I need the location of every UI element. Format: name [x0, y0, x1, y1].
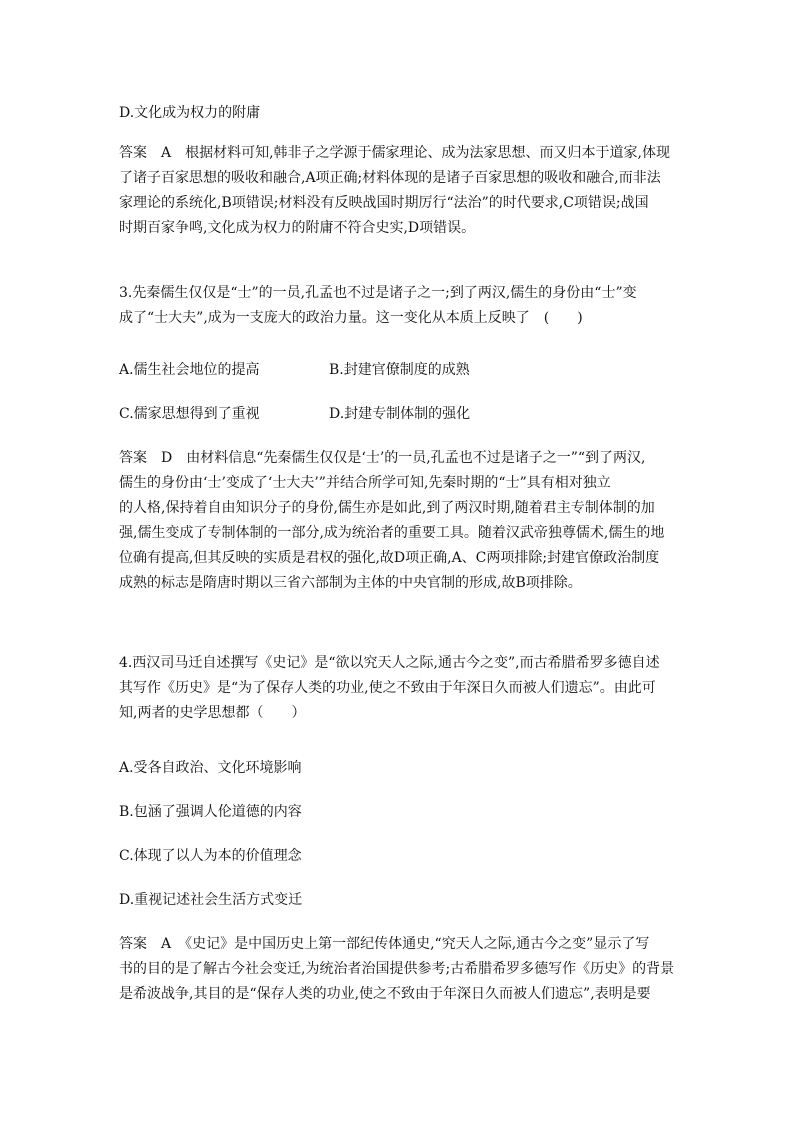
q3-answer-line: 儒生的身份由‘士’变成了‘士大夫’”并结合所学可知,先秦时期的“士”具有相对独立	[119, 475, 611, 491]
q3-answer-explanation	[119, 446, 679, 596]
q2-option-d: D.文化成为权力的附庸	[119, 105, 261, 121]
q3-answer-line: 的人格,保持着自由知识分子的身份,儒生亦是如此,到了两汉时期,随着君主专制体制的加	[119, 500, 655, 516]
q3-answer-line: 强,儒生变成了专制体制的一部分,成为统治者的重要工具。随着汉武帝独尊儒术,儒生的地	[119, 525, 665, 541]
q3-stem-line: 成了“士大夫”,成为一支庞大的政治力量。这一变化从本质上反映了 ( )	[119, 310, 583, 326]
q4-option-a: A.受各自政治、文化环境影响	[119, 760, 302, 776]
q3-option-a: A.儒生社会地位的提高	[119, 362, 260, 378]
q3-stem	[119, 281, 679, 331]
q2-answer-line: 时期百家争鸣,文化成为权力的附庸不符合史实,D项错误。	[119, 220, 476, 236]
q4-option-d: D.重视记述社会生活方式变迁	[119, 892, 303, 908]
q4-stem-line: 4.西汉司马迁自述撰写《史记》是“欲以究天人之际,通古今之变”,而古希腊希罗多德自述	[119, 655, 660, 671]
q4-stem-line: 其写作《历史》是“为了保存人类的功业,使之不致由于年深日久而被人们遗忘”。由此可	[119, 680, 656, 696]
q3-option-b: B.封建官僚制度的成熟	[329, 362, 470, 378]
q3-option-d: D.封建专制体制的强化	[329, 406, 471, 422]
q4-stem-line: 知,两者的史学思想都（ ）	[119, 705, 306, 721]
q2-answer-line: 答案 A 根据材料可知,韩非子之学源于儒家理论、成为法家思想、而又归本于道家,体现	[119, 145, 671, 161]
q2-answer-line: 家理论的系统化,B项错误;材料没有反映战国时期厉行“法治”的时代要求,C项错误;战国	[119, 195, 649, 211]
q4-stem	[119, 651, 679, 726]
q4-option-c: C.体现了以人为本的价值理念	[119, 848, 302, 864]
q4-answer-line: 是希波战争,其目的是“保存人类的功业,使之不致由于年深日久而被人们遗忘”,表明是要	[119, 986, 651, 1002]
q4-answer-explanation	[119, 932, 679, 1007]
q3-answer-line: 位确有提高,但其反映的实质是君权的强化,故D项正确,A、C两项排除;封建官僚政治制度	[119, 550, 660, 566]
q3-option-c: C.儒家思想得到了重视	[119, 406, 260, 422]
q3-stem-line: 3.先秦儒生仅仅是“士”的一员,孔孟也不过是诸子之一;到了两汉,儒生的身份由“士”变	[119, 285, 637, 301]
q2-answer-line: 了诸子百家思想的吸收和融合,A项正确;材料体现的是诸子百家思想的吸收和融合,而非法	[119, 170, 661, 186]
q3-answer-line: 成熟的标志是隋唐时期以三省六部制为主体的中央官制的形成,故B项排除。	[119, 575, 582, 591]
q3-answer-line: 答案 D 由材料信息“先秦儒生仅仅是‘士’的一员,孔孟也不过是诸子之一”“到了两汉,	[119, 450, 646, 466]
q2-answer-explanation	[119, 141, 679, 241]
q4-option-b: B.包涵了强调人伦道德的内容	[119, 804, 302, 820]
q4-answer-line: 答案 A 《史记》是中国历史上第一部纪传体通史,“究天人之际,通古今之变”显示了写	[119, 936, 650, 952]
q4-answer-line: 书的目的是了解古今社会变迁,为统治者治国提供参考;古希腊希罗多德写作《历史》的背景	[119, 961, 675, 977]
